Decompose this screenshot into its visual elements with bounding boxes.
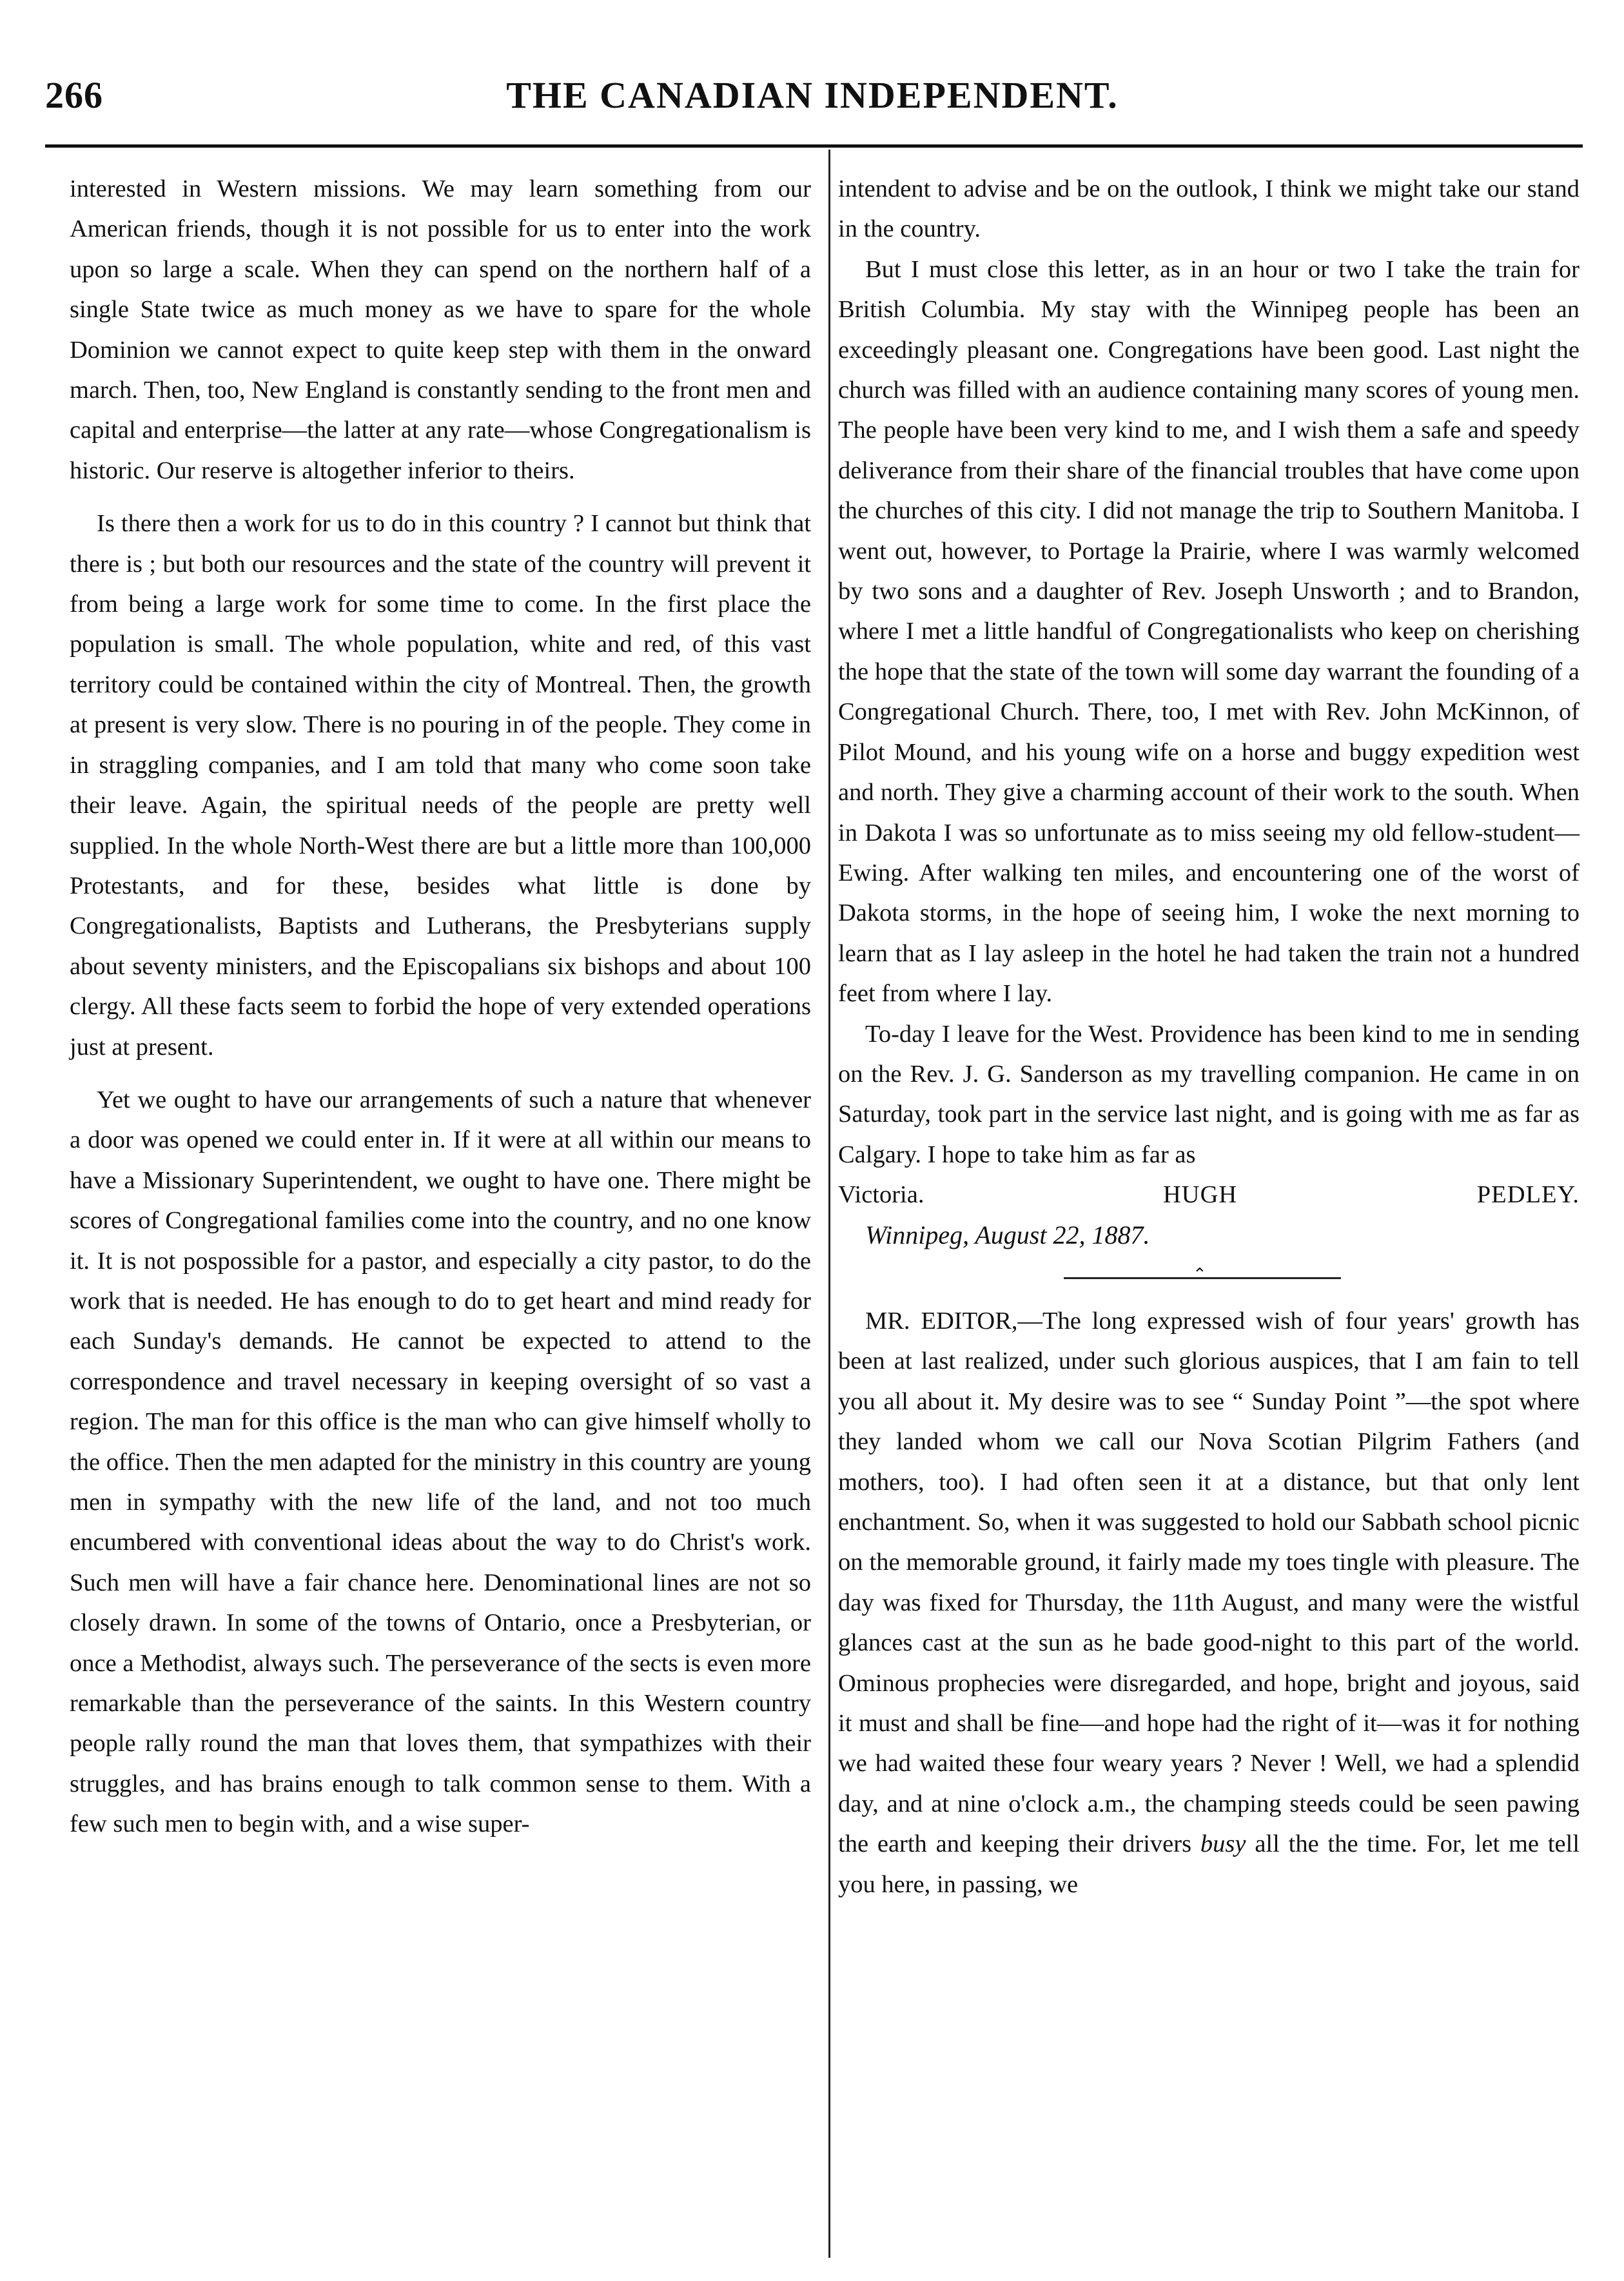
paragraph: Is there then a work for us to do in this country ? I cannot but think that there is ; but both our resources and the state of the country will prevent it from being a large work for some time to come. In the first place the population is small. The whole population, white and red, of this vast territory could be contained within the city of Montreal. Then, the growth at present is very slow. There is no pouring in of the people. They come in in straggling companies, and I am told that many who come soon take their leave. Again, the spiritual needs of the people are pretty well supplied. In the whole North-West there are but a little more than 100,000 Protestants, and for these, besides what little is done by Congregationalists, Baptists and Lutherans, the Presbyterians supply about seventy ministers, and the Episcopalians six bishops and about 100 clergy. All these facts seem to forbid the hope of very extended operations just at present. [70, 510, 811, 1061]
page-number: 266 [45, 74, 103, 116]
signature: HUGH PEDLEY. [1163, 1181, 1580, 1209]
left-column [70, 169, 811, 1845]
divider-mark: ⌃ [1193, 1264, 1207, 1284]
paragraph: But I must close this letter, as in an hour or two I take the train for British Columbia. My stay with the Winnipeg people has been an exceedingly pleasant one. Congregations have been good. Last night the church was filled with an audience containing many scores of young men. The people have been very kind to me, and I wish them a safe and speedy deliverance from their share of the financial troubles that have come upon the churches of this city. I did not manage the trip to Southern Manitoba. I went out, however, to Portage la Prairie, where I was warmly welcomed by two sons and a daughter of Rev. Joseph Unsworth ; and to Brandon, where I met a little handful of Congregationalists who keep on cherishing the hope that the state of the town will some day warrant the founding of a Congregational Church. There, too, I met with Rev. John McKinnon, of Pilot Mound, and his young wife on a horse and buggy expedition west and north. They give a charming account of their work to the south. When in Dakota I was so unfortunate as to miss seeing my old fellow-student—Ewing. After walking ten miles, and encountering one of the worst of Dakota storms, in the hope of seeing him, I woke the next morning to learn that as I lay asleep in the hotel he had taken the train not a hundred feet from where I lay. [838, 255, 1580, 1008]
closing-word: Victoria. [838, 1181, 925, 1209]
journal-title: THE CANADIAN INDEPENDENT. [506, 74, 1119, 116]
paragraph [838, 1301, 1580, 1904]
paragraph-text: —The long expressed wish of four years' growth has been at last realized, under such glorious auspices, that I am fain to tell you all about it. My desire was to see “ Sunday Point ”—the spot where they landed whom we call our Nova Scotian Pilgrim Fathers (and mothers, too). I had often seen it at a distance, but that only lent enchantment. So, when it was suggested to hold our Sabbath school picnic on the memorable ground, it fairly made my toes tingle with pleasure. The day was fixed for Thursday, the 11th August, and many were the wistful glances cast at the sun as he bade good-night to this part of the world. Ominous prophecies were disregarded, and hope, bright and joyous, said it must and shall be fine—and hope had the right of it—was it for nothing we had waited these four weary years ? Never ! Well, we had a splendid day, and at nine o'clock a.m., the champing steeds could be seen pawing the earth and keeping their drivers [838, 1307, 1580, 1858]
paragraph [838, 1014, 1580, 1175]
section-divider [1064, 1264, 1341, 1284]
paragraph: interested in Western missions. We may learn something from our American friends, though it is not possible for us to enter into the work upon so large a scale. When they can spend on the northern half of a single State twice as much money as we have to spare for the whole Dominion we cannot expect to quite keep step with them in the onward march. Then, too, New England is constantly sending to the front men and capital and enterprise—the latter at any rate—whose Congregationalism is historic. Our reserve is altogether inferior to theirs. [70, 175, 811, 484]
paragraph: intendent to advise and be on the outlook, I think we might take our stand in the country. [838, 175, 1580, 243]
header-rule [45, 144, 1583, 148]
paragraph: Yet we ought to have our arrangements of such a nature that whenever a door was opened we could enter in. If it were at all within our means to have a Missionary Superintendent, we ought to have one. There might be scores of Congregational families come into the country, and no one know it. It is not pospossible for a pastor, and especially a city pastor, to do the work that is needed. He has enough to do to get heart and mind ready for each Sunday's demands. He cannot be expected to attend to the correspondence and travel necessary in keeping oversight of so vast a region. The man for this office is the man who can give himself wholly to the office. Then the men adapted for the ministry in this country are young men in sympathy with the new life of the land, and not too much encumbered with conventional ideas about the way to do Christ's work. Such men will have a fair chance here. Denominational lines are not so closely drawn. In some of the towns of Ontario, once a Presbyterian, or once a Methodist, always such. The perseverance of the sects is even more remarkable than the perseverance of the saints. In this Western country people rally round the man that loves them, that sympathizes with their struggles, and has brains enough to talk common sense to them. With a few such men to begin with, and a wise super- [70, 1086, 811, 1838]
italic-word: busy [1200, 1830, 1246, 1858]
signature-line [838, 1175, 1580, 1215]
column-divider [828, 150, 830, 2258]
dateline: Winnipeg, August 22, 1887. [865, 1220, 1150, 1249]
page-header [45, 62, 1580, 126]
paragraph-text: To-day I leave for the West. Providence has been kind to me in sending on the Rev. J. G. Sanderson as my travelling companion. He came in on Saturday, took part in the service last night, and is going with me as far as Calgary. I hope to take him as far as [838, 1020, 1580, 1168]
paragraph-text: all the the time. For, let me tell you here, in passing, we [838, 1830, 1580, 1898]
salutation: MR. EDITOR, [865, 1307, 1018, 1335]
right-column [838, 169, 1580, 1904]
